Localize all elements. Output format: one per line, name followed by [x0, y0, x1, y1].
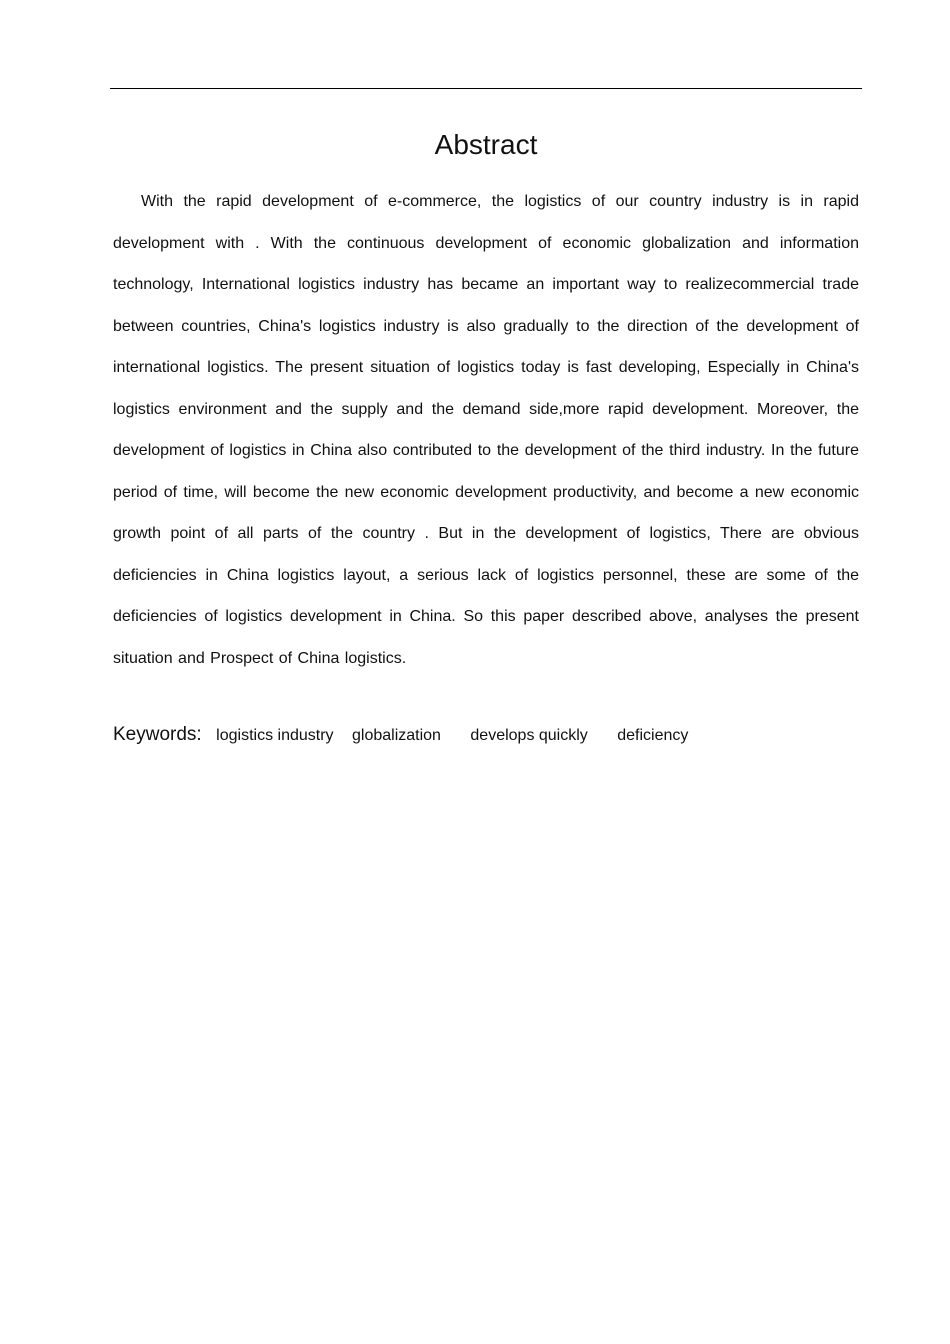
header-rule: [110, 88, 862, 89]
keyword-item: develops quickly: [470, 727, 588, 744]
keyword-item: globalization: [351, 727, 441, 744]
keyword-item: deficiency: [617, 727, 689, 744]
keyword-item: logistics industry: [216, 727, 334, 744]
page-title: Abstract: [434, 129, 538, 160]
abstract-body: With the rapid development of e-commerce, the logistics of our country industry is in rapid development with . With the continuous development of economic globalization and information technology, International logistics industry has became an important way to realizecommercial trade between countries, China's logistics industry is also gradually to the direction of the development of international logistics. The present situation of logistics today is fast developing, Especially in China's logistics environment and the supply and the demand side,more rapid development. Moreover, the development of logistics in China also contributed to the development of the third industry. In the future period of time, will become the new economic development productivity, and become a new economic growth point of all parts of the country . But in the development of logistics, There are obvious deficiencies in China logistics layout, a serious lack of logistics personnel, these are some of the deficiencies of logistics development in China. So this paper described above, analyses the present situation and Prospect of China logistics.: [113, 193, 859, 667]
keywords-label: Keywords:: [113, 724, 202, 745]
keywords-section: [113, 724, 859, 746]
